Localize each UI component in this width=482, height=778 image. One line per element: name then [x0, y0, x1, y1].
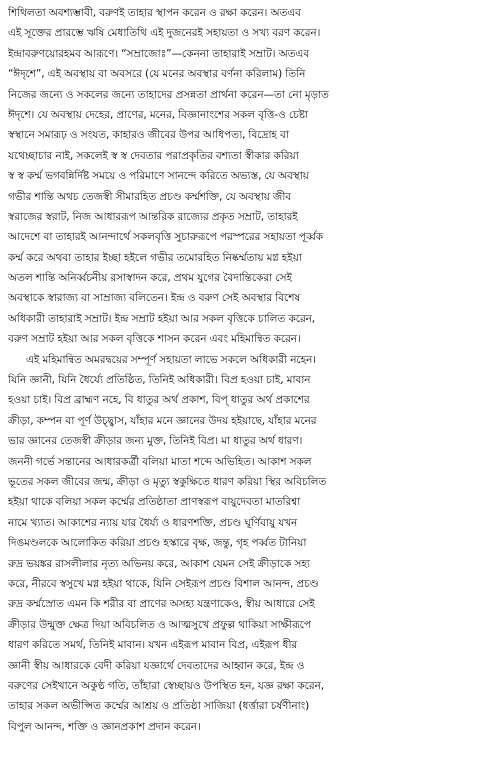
- text-line: হইয়া থাকে বলিয়া সকল কর্ম্মের প্রতিষ্ঠাতা প্রাণস্বরূপ বায়ুদেবতা মাতরিশ্বা: [8, 496, 301, 509]
- text-line: কর্ম্ম করে অথবা তাহার ইচ্ছা হইলে গভীর তমোরহিত নিষ্কর্ম্মতায় মগ্ন হইয়া: [8, 251, 302, 264]
- text-line: “ঈদৃশে”, এই অবস্থায় বা অবসরে (যে মনের অবস্থার বর্ণনা করিলাম) তিনি: [8, 68, 306, 81]
- text-line: হওয়া চাই। বিপ্র ব্রাহ্মণ নহে, বি ধাতুর অর্থ প্রকাশ, বিপ্ ধাতুর অর্থ প্রকাশের: [8, 394, 310, 407]
- text-line: রুদ্র কর্ম্মস্রোত এমন কি শরীর বা প্রাণের অসহ্য যন্ত্রণাকেও, স্বীয় আধারে সেই: [8, 598, 315, 611]
- paragraph-start-line: এই মহিমান্বিত অমরদ্বয়ের সম্পূর্ণ সহায়তা লাভে সকলে অধিকারী নহেন।: [26, 353, 316, 366]
- text-line: বরুণ সম্রাট হইয়া আর সকল বৃত্তিকে শাসন করেন এবং মহিমান্বিত করেন।: [8, 333, 301, 346]
- text-line: রুদ্র ভয়ঙ্কর রাসলীলার নৃত্য অভিনয় করে, আকাশ যেমন সেই ক্রীড়াকে সহ্য: [8, 557, 310, 570]
- text-line: স্বরাজের স্বরাট, নিজ আধাররূপ আন্তরিক রাজ্যের প্রকৃত সম্রাট, তাহারই: [8, 210, 298, 223]
- text-line: আদেশে বা তাহারই আনন্দার্থে সকলবৃত্তি সুচারুরূপে পরস্পরের সহায়তা পূর্ব্বক: [8, 231, 324, 244]
- text-line: জ্ঞানী স্বীয় আধারকে বেদী করিয়া যজ্ঞার্থে দেবতাদের আহ্বান করে, ইন্দ্র ও: [8, 659, 305, 672]
- text-line: ক্রীড়া, কম্পন বা পূর্ণ উচ্ছ্বাস, যাঁহার মনে জ্ঞানের উদয় হইয়াছে, যাঁহার মনের: [8, 414, 317, 427]
- text-line: যথেচ্ছাচার নাই, সকলেই স্ব স্ব দেবতার পরাপ্রকৃতির বশ্যতা স্বীকার করিয়া: [8, 149, 299, 162]
- text-line: স্বস্থানে সমারূঢ় ও সংযত, কাহারও জীবের উপর আধিপত্য, বিদ্রোহ বা: [8, 129, 289, 142]
- text-line: যিনি জ্ঞানী, যিনি ধৈর্য্যে প্রতিষ্ঠিত, তিনিই অধিকারী। বিপ্র হওয়া চাই, মাবান: [8, 374, 311, 387]
- text-line: এই সূক্তের প্রারম্ভে ঋষি মেধাতিথি এই দুজনেরই সহায়তা ও সখ্য বরণ করেন।: [8, 27, 321, 40]
- text-line: তাহার সকল অভীপ্সিত কর্ম্মের আশ্রয় ও প্রতিষ্ঠা সাজিয়া (ধর্ত্তারা চর্ষণীনাং): [8, 700, 310, 713]
- text-line: নামে খ্যাত। আকাশের ন্যায় যার ধৈর্য্য ও ধারণশক্তি, প্রচণ্ড ঘূর্ণিবায়ু যখন: [8, 516, 298, 529]
- text-line: অবস্থাকে স্বারাজ্য বা সাম্রাজ্য বলিতেন। ইন্দ্র ও বরুণ সেই অবস্থার বিশেষ: [8, 292, 301, 305]
- text-line: ইন্দ্রাবরুণয়োরহমব আরূণে। “সম্রাজোঃ”—কেননা তাহারাই সম্রাট। অতএব: [8, 47, 310, 60]
- text-line: ক্রীড়ার উন্মুক্ত ক্ষেত্র দিয়া অবিচলিত ও আত্মসুখে প্রফুল্ল থাকিয়া সাক্ষীরূপে: [8, 618, 311, 631]
- text-line: ভূতের সকল জীবের জন্ম, ক্রীড়া ও মৃত্যু স্বকুক্ষিতে ধারণ করিয়া স্থির অবিচলিত: [8, 475, 327, 488]
- text-line: ঈদৃশে। যে অবস্থায় দেহের, প্রাণের, মনের, বিজ্ঞানাংশের সকল বৃত্তি-ও চেষ্টা: [8, 108, 308, 121]
- text-line: ভার জ্ঞানের তেজস্বী ক্রীড়ার জন্য মুক্ত, তিনিই বিপ্র। মা ধাতুর অর্থ ধারণ।: [8, 435, 303, 448]
- text-line: অতল শান্তি অনির্ব্বচনীয় রসাস্বাদন করে, প্রথম যুগের বৈদান্তিকেরা সেই: [8, 272, 292, 285]
- text-line: নিজের জন্যে ও সকলের জন্যে তাহাদের প্রসন্নতা প্রার্থনা করেন—তা নো মৃড়াত: [8, 88, 329, 101]
- text-line: বরুণের সেইখানে অকুণ্ঠ গতি, তাঁহারা স্বেচ্ছায়ও উপস্থিত হন, যজ্ঞ রক্ষা করেন,: [8, 679, 324, 692]
- text-line: দিঙমণ্ডলকে আলোকিত করিয়া প্রচণ্ড হস্কারে বৃক্ষ, জন্তু, গৃহ পর্ব্বত টানিয়া: [8, 537, 307, 550]
- text-line: জননী গর্ভে সন্তানের আধারকর্ত্রী বলিয়া মাতা শব্দে অভিহিত। আকাশ সকল: [8, 455, 312, 468]
- text-line: গভীর শান্তি অথচ তেজস্বী সীমারহিত প্রচণ্ড কর্ম্মশক্তি, যে অবস্থায় জীব: [8, 190, 292, 203]
- text-line: বিপুল আনন্দ, শক্তি ও জ্ঞানপ্রকাশ প্রদান করেন।: [8, 720, 201, 733]
- text-line: অধিকারী তাহারাই সম্রাট। ইন্দ্র সম্রাট হইয়া আর সকল বৃত্তিকে চালিত করেন,: [8, 312, 316, 325]
- text-line: করে, নীরবে স্বসুখে মগ্ন হইয়া থাকে, যিনি সেইরূপ প্রচণ্ড বিশাল আনন্দ, প্রচণ্ড: [8, 577, 319, 590]
- text-line: শিথিলতা অবশ্যম্ভাবী, বরুণই তাহার স্থাপন করেন ও রক্ষা করেন। অতএব: [8, 7, 301, 19]
- text-line: স্ব স্ব কর্ম্ম ভগবন্নির্দিষ্ট সময়ে ও পরিমাণে সানন্দে করিতে অভ্যস্ত, যে অবস্থায়: [8, 170, 309, 183]
- text-line: ধারণ করিতে সমর্থ, তিনিই মাবান। যখন এইরূপ মাবান বিপ্র, এইরূপ ধীর: [8, 639, 298, 652]
